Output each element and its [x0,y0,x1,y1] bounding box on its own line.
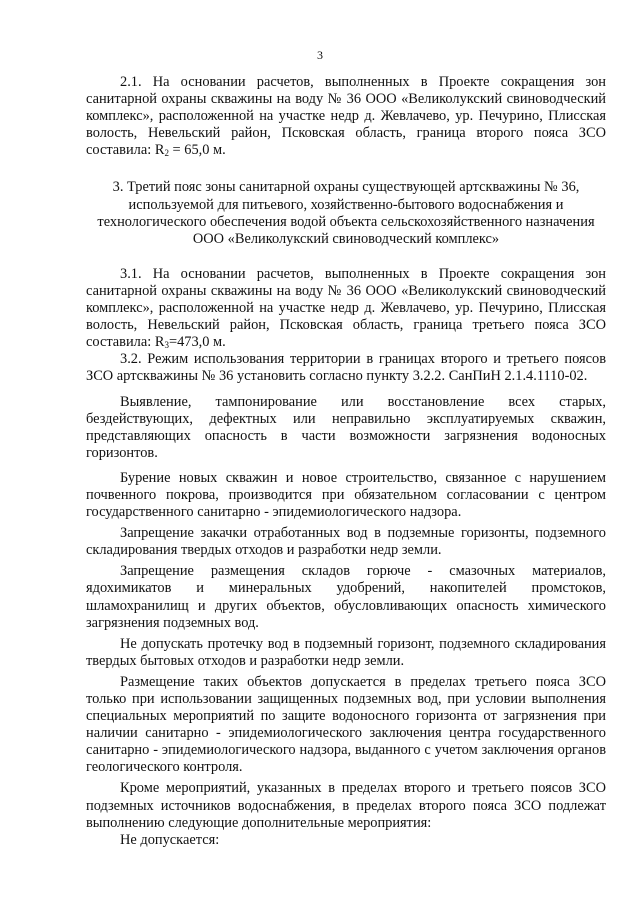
measure-paragraph: Выявление, тампонирование или восстановление всех старых, бездействующих, дефектных или неправильно эксплуатируемых скважин, представляющих опасность в части возможности загрязнения водоносных горизонтов. [86,393,606,461]
paragraph-3-2: 3.2. Режим использования территории в границах второго и третьего поясов ЗСО артскважины № 36 установить согласно пункту 3.2.2. СанПиН 2.1.4.1110-02. [86,351,606,385]
paragraph-3-1: 3.1. На основании расчетов, выполненных в Проекте сокращения зон санитарной охраны скважины на воду № 36 ООО «Великолукский свиноводческий комплекс», расположенной на участке недр д. Жевлачево, ур. Печурино, Плисская волость, Невельский район, Псковская область, граница третьего пояса ЗСО составила: $R_3=473,0$ м. [86,265,606,351]
measure-paragraph: Не допускается: [120,831,220,848]
radius-subscript: 3 [164,340,169,351]
radius-subscript: 2 [164,148,169,159]
section-heading-3: 3. Третий пояс зоны санитарной охраны существующей артскважины № 36, используемой для питьевого, хозяйственно-бытового водоснабжения и технологического обеспечения водой объекта сельскохозяйственного назначения ООО «Великолукский свиноводческий комплекс» [97,179,595,247]
measure-paragraph: Кроме мероприятий, указанных в пределах второго и третьего поясов ЗСО подземных источников водоснабжения, в пределах второго пояса ЗСО подлежат выполнению следующие дополнительные мероприятия: [86,780,606,831]
measure-paragraph: Запрещение закачки отработанных вод в подземные горизонты, подземного складирования твердых отходов и разработки недр земли. [86,525,606,559]
page-number: 3 [317,48,323,62]
measure-paragraph: Не допускать протечку вод в подземный горизонт, подземного складирования твердых бытовых отходов и разработки недр земли. [86,635,606,669]
measure-paragraph: Бурение новых скважин и новое строительство, связанное с нарушением почвенного покрова, производится при обязательном согласовании с центром государственного санитарно - эпидемиологического надзора. [86,469,606,521]
document-body [86,74,606,849]
measure-paragraph: Запрещение размещения складов горюче - смазочных материалов, ядохимикатов и минеральных удобрений, накопителей промстоков, шламохранилищ и других объектов, обусловливающих опасность химического загрязнения подземных вод. [86,563,606,631]
measure-paragraph: Размещение таких объектов допускается в пределах третьего пояса ЗСО только при использовании защищенных подземных вод, при условии выполнения специальных мероприятий по защите водоносного горизонта от загрязнения при наличии санитарно - эпидемиологического заключения центра государственного санитарно - эпидемиологического надзора, выданного с учетом заключения органов геологического контроля. [86,673,606,776]
paragraph-2-1: 2.1. На основании расчетов, выполненных в Проекте сокращения зон санитарной охраны скважины на воду № 36 ООО «Великолукский свиноводческий комплекс», расположенной на участке недр д. Жевлачево, ур. Печурино, Плисская волость, Невельский район, Псковская область, граница второго пояса ЗСО составила: $R_2 = 65,0$ м. [86,74,606,159]
